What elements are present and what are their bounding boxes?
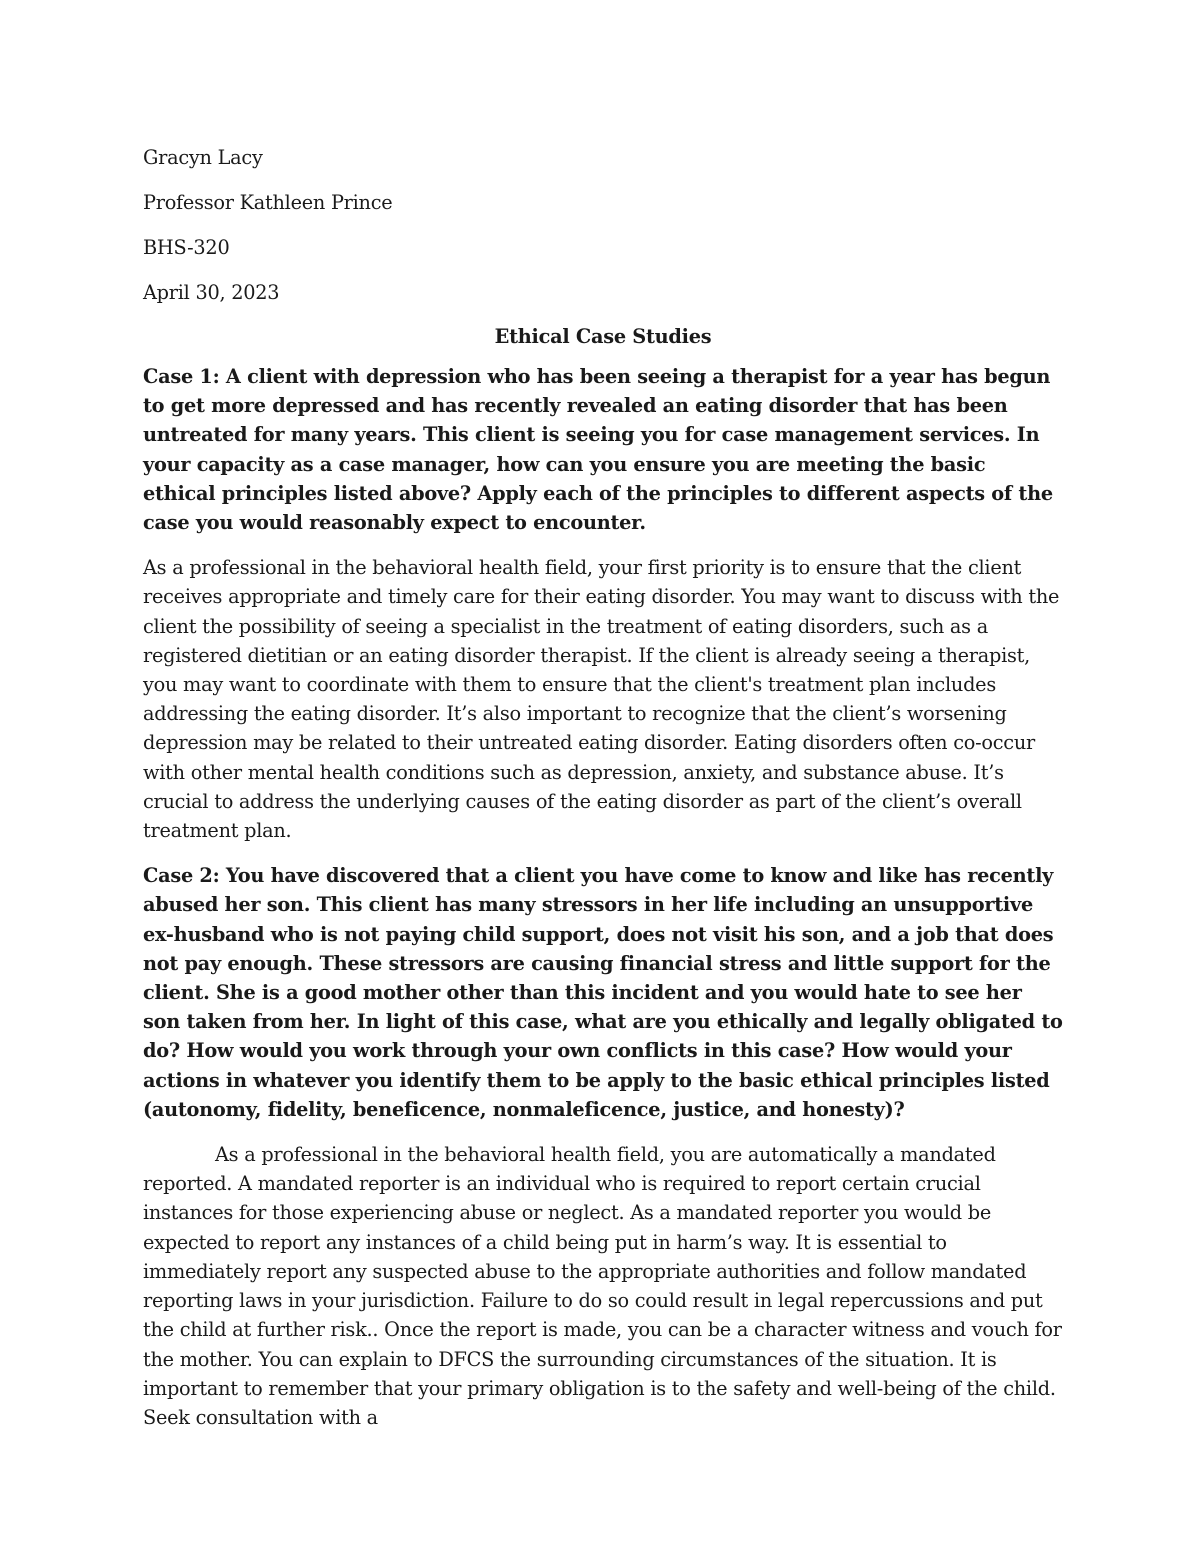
- document-body: [143, 142, 1063, 1448]
- document-date: April 30, 2023: [143, 281, 280, 304]
- case1-question: Case 1: A client with depression who has been seeing a therapist for a year has begun to get more depressed and has recently revealed an eating disorder that has been untreated for many years. This client is seeing you for case management services. In your capacity as a case manager, how can you ensure you are meeting the basic ethical principles listed above? Apply each of the principles to different aspects of the case you would reasonably expect to encounter.: [143, 365, 1053, 535]
- student-name: Gracyn Lacy: [143, 146, 263, 169]
- case2-answer: As a professional in the behavioral health field, you are automatically a mandated reported. A mandated reporter is an individual who is required to report certain crucial instances for those experiencing abuse or neglect. As a mandated reporter you would be expected to report any instances of a child being put in harm’s way. It is essential to immediately report any suspected abuse to the appropriate authorities and follow mandated reporting laws in your jurisdiction. Failure to do so could result in legal repercussions and put the child at further risk.. Once the report is made, you can be a character witness and vouch for the mother. You can explain to DFCS the surrounding circumstances of the situation. It is important to remember that your primary obligation is to the safety and well-being of the child. Seek consultation with a: [143, 1143, 1062, 1429]
- case2-question: Case 2: You have discovered that a client you have come to know and like has recently abused her son. This client has many stressors in her life including an unsupportive ex-husband who is not paying child support, does not visit his son, and a job that does not pay enough. These stressors are causing financial stress and little support for the client. She is a good mother other than this incident and you would hate to see her son taken from her. In light of this case, what are you ethically and legally obligated to do? How would you work through your own conflicts in this case? How would your actions in whatever you identify them to be apply to the basic ethical principles listed (autonomy, fidelity, beneficence, nonmaleficence, justice, and honesty)?: [143, 864, 1063, 1121]
- course-code: BHS-320: [143, 236, 230, 259]
- professor-name: Professor Kathleen Prince: [143, 191, 393, 214]
- document-title: Ethical Case Studies: [494, 325, 712, 348]
- case1-answer: As a professional in the behavioral health field, your first priority is to ensure that the client receives appropriate and timely care for their eating disorder. You may want to discuss with the client the possibility of seeing a specialist in the treatment of eating disorders, such as a registered dietitian or an eating disorder therapist. If the client is already seeing a therapist, you may want to coordinate with them to ensure that the client's treatment plan includes addressing the eating disorder. It’s also important to recognize that the client’s worsening depression may be related to their untreated eating disorder. Eating disorders often co-occur with other mental health conditions such as depression, anxiety, and substance abuse. It’s crucial to address the underlying causes of the eating disorder as part of the client’s overall treatment plan.: [143, 556, 1060, 843]
